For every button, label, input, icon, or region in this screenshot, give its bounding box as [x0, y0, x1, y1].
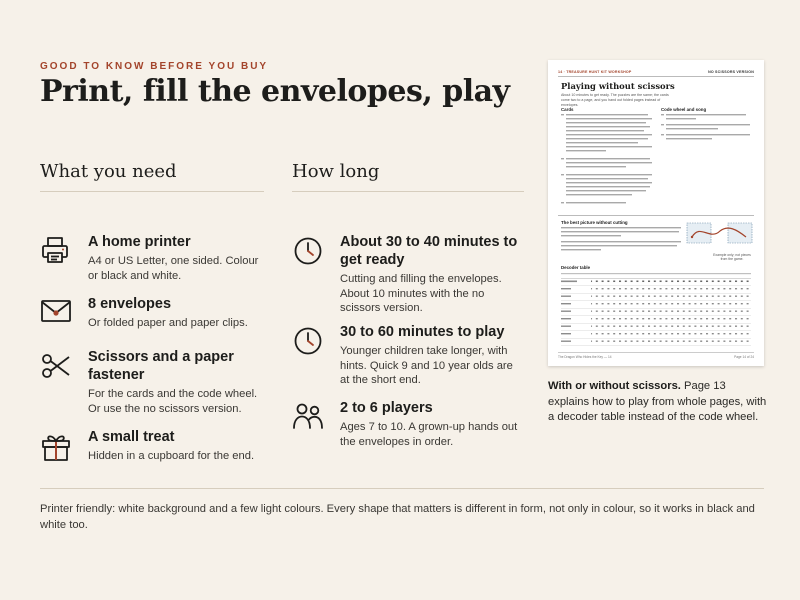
printer-icon: [40, 233, 88, 283]
preview-wheel-lines: [661, 114, 753, 154]
how-long-section: [292, 161, 524, 448]
preview-top-right: NO SCISSORS VERSION: [708, 70, 754, 74]
need-title: A small treat: [88, 429, 175, 445]
time-desc: Cutting and filling the envelopes. About 10 minutes with the no scissors version.: [340, 273, 502, 314]
footer-note: Printer friendly: white background and a few light colours. Every shape that matters is different in form, not only in colour, so it works in black and white too.: [40, 503, 755, 531]
preview-title: Playing without scissors: [561, 81, 675, 91]
what-you-need-heading: What you need: [40, 161, 264, 192]
time-item-prep: [292, 233, 524, 316]
preview-example-figure: [686, 221, 754, 253]
preview-decoder-table: [561, 273, 751, 353]
need-desc: Hidden in a cupboard for the end.: [88, 450, 255, 462]
preview-intro: About 10 minutes to get ready. The puzzles are the same; the cards come two to a page, and you hand out folded pages instead of envelopes.: [561, 93, 669, 107]
preview-decoder-heading: Decoder table: [561, 265, 591, 270]
what-you-need-section: [40, 161, 264, 462]
need-desc: Or folded paper and paper clips.: [88, 317, 248, 329]
need-item-scissors: [40, 348, 264, 416]
time-title: 2 to 6 players: [340, 400, 433, 416]
scissors-icon: [40, 348, 88, 416]
players-icon: [292, 399, 340, 449]
envelope-icon: [40, 295, 88, 331]
need-title: 8 envelopes: [88, 296, 172, 312]
need-desc: For the cards and the code wheel. Or use the no scissors version.: [88, 388, 258, 415]
clock-icon: [292, 233, 340, 316]
need-item-treat: [40, 428, 264, 464]
preview-example-note: Example only; not pieces from the game.: [713, 253, 751, 262]
time-desc: Younger children take longer, with hints. Quick 9 and 10 year olds are at the short end.: [340, 345, 513, 386]
page-title: Print, fill the envelopes, play: [40, 74, 510, 109]
preview-top-left: 14 · TREASURE HUNT KIT WORKSHOP: [558, 70, 632, 74]
preview-best-lines: [561, 227, 683, 261]
caption-text: Page 13 explains how to play from whole pages, with a decoder table instead of the code wheel.: [548, 380, 767, 423]
need-desc: A4 or US Letter, one sided. Colour or black and white.: [88, 255, 259, 282]
preview-caption: [548, 379, 768, 426]
need-title: Scissors and a paper fastener: [88, 349, 234, 383]
time-desc: Ages 7 to 10. A grown-up hands out the envelopes in order.: [340, 421, 518, 448]
page-preview: [548, 60, 764, 366]
eyebrow: GOOD TO KNOW BEFORE YOU BUY: [40, 61, 269, 72]
time-title: About 30 to 40 minutes to get ready: [340, 234, 518, 268]
preview-footer-right: Page 14 of 24: [734, 355, 754, 359]
how-long-heading: How long: [292, 161, 524, 192]
preview-footer-left: The Dragon Who Hides the Key — 14: [558, 355, 612, 359]
clock-icon: [292, 323, 340, 388]
preview-cards-heading: Cards: [561, 107, 574, 112]
time-item-play: [292, 323, 524, 388]
need-item-envelopes: [40, 295, 264, 331]
need-title: A home printer: [88, 234, 191, 250]
time-item-players: [292, 399, 524, 449]
preview-best-heading: The best picture without cutting: [561, 220, 628, 225]
need-item-printer: [40, 233, 264, 283]
gift-icon: [40, 428, 88, 464]
time-title: 30 to 60 minutes to play: [340, 324, 505, 340]
caption-lead: With or without scissors.: [548, 380, 681, 392]
divider: [40, 488, 764, 489]
preview-wheel-heading: Code wheel and song: [661, 107, 707, 112]
